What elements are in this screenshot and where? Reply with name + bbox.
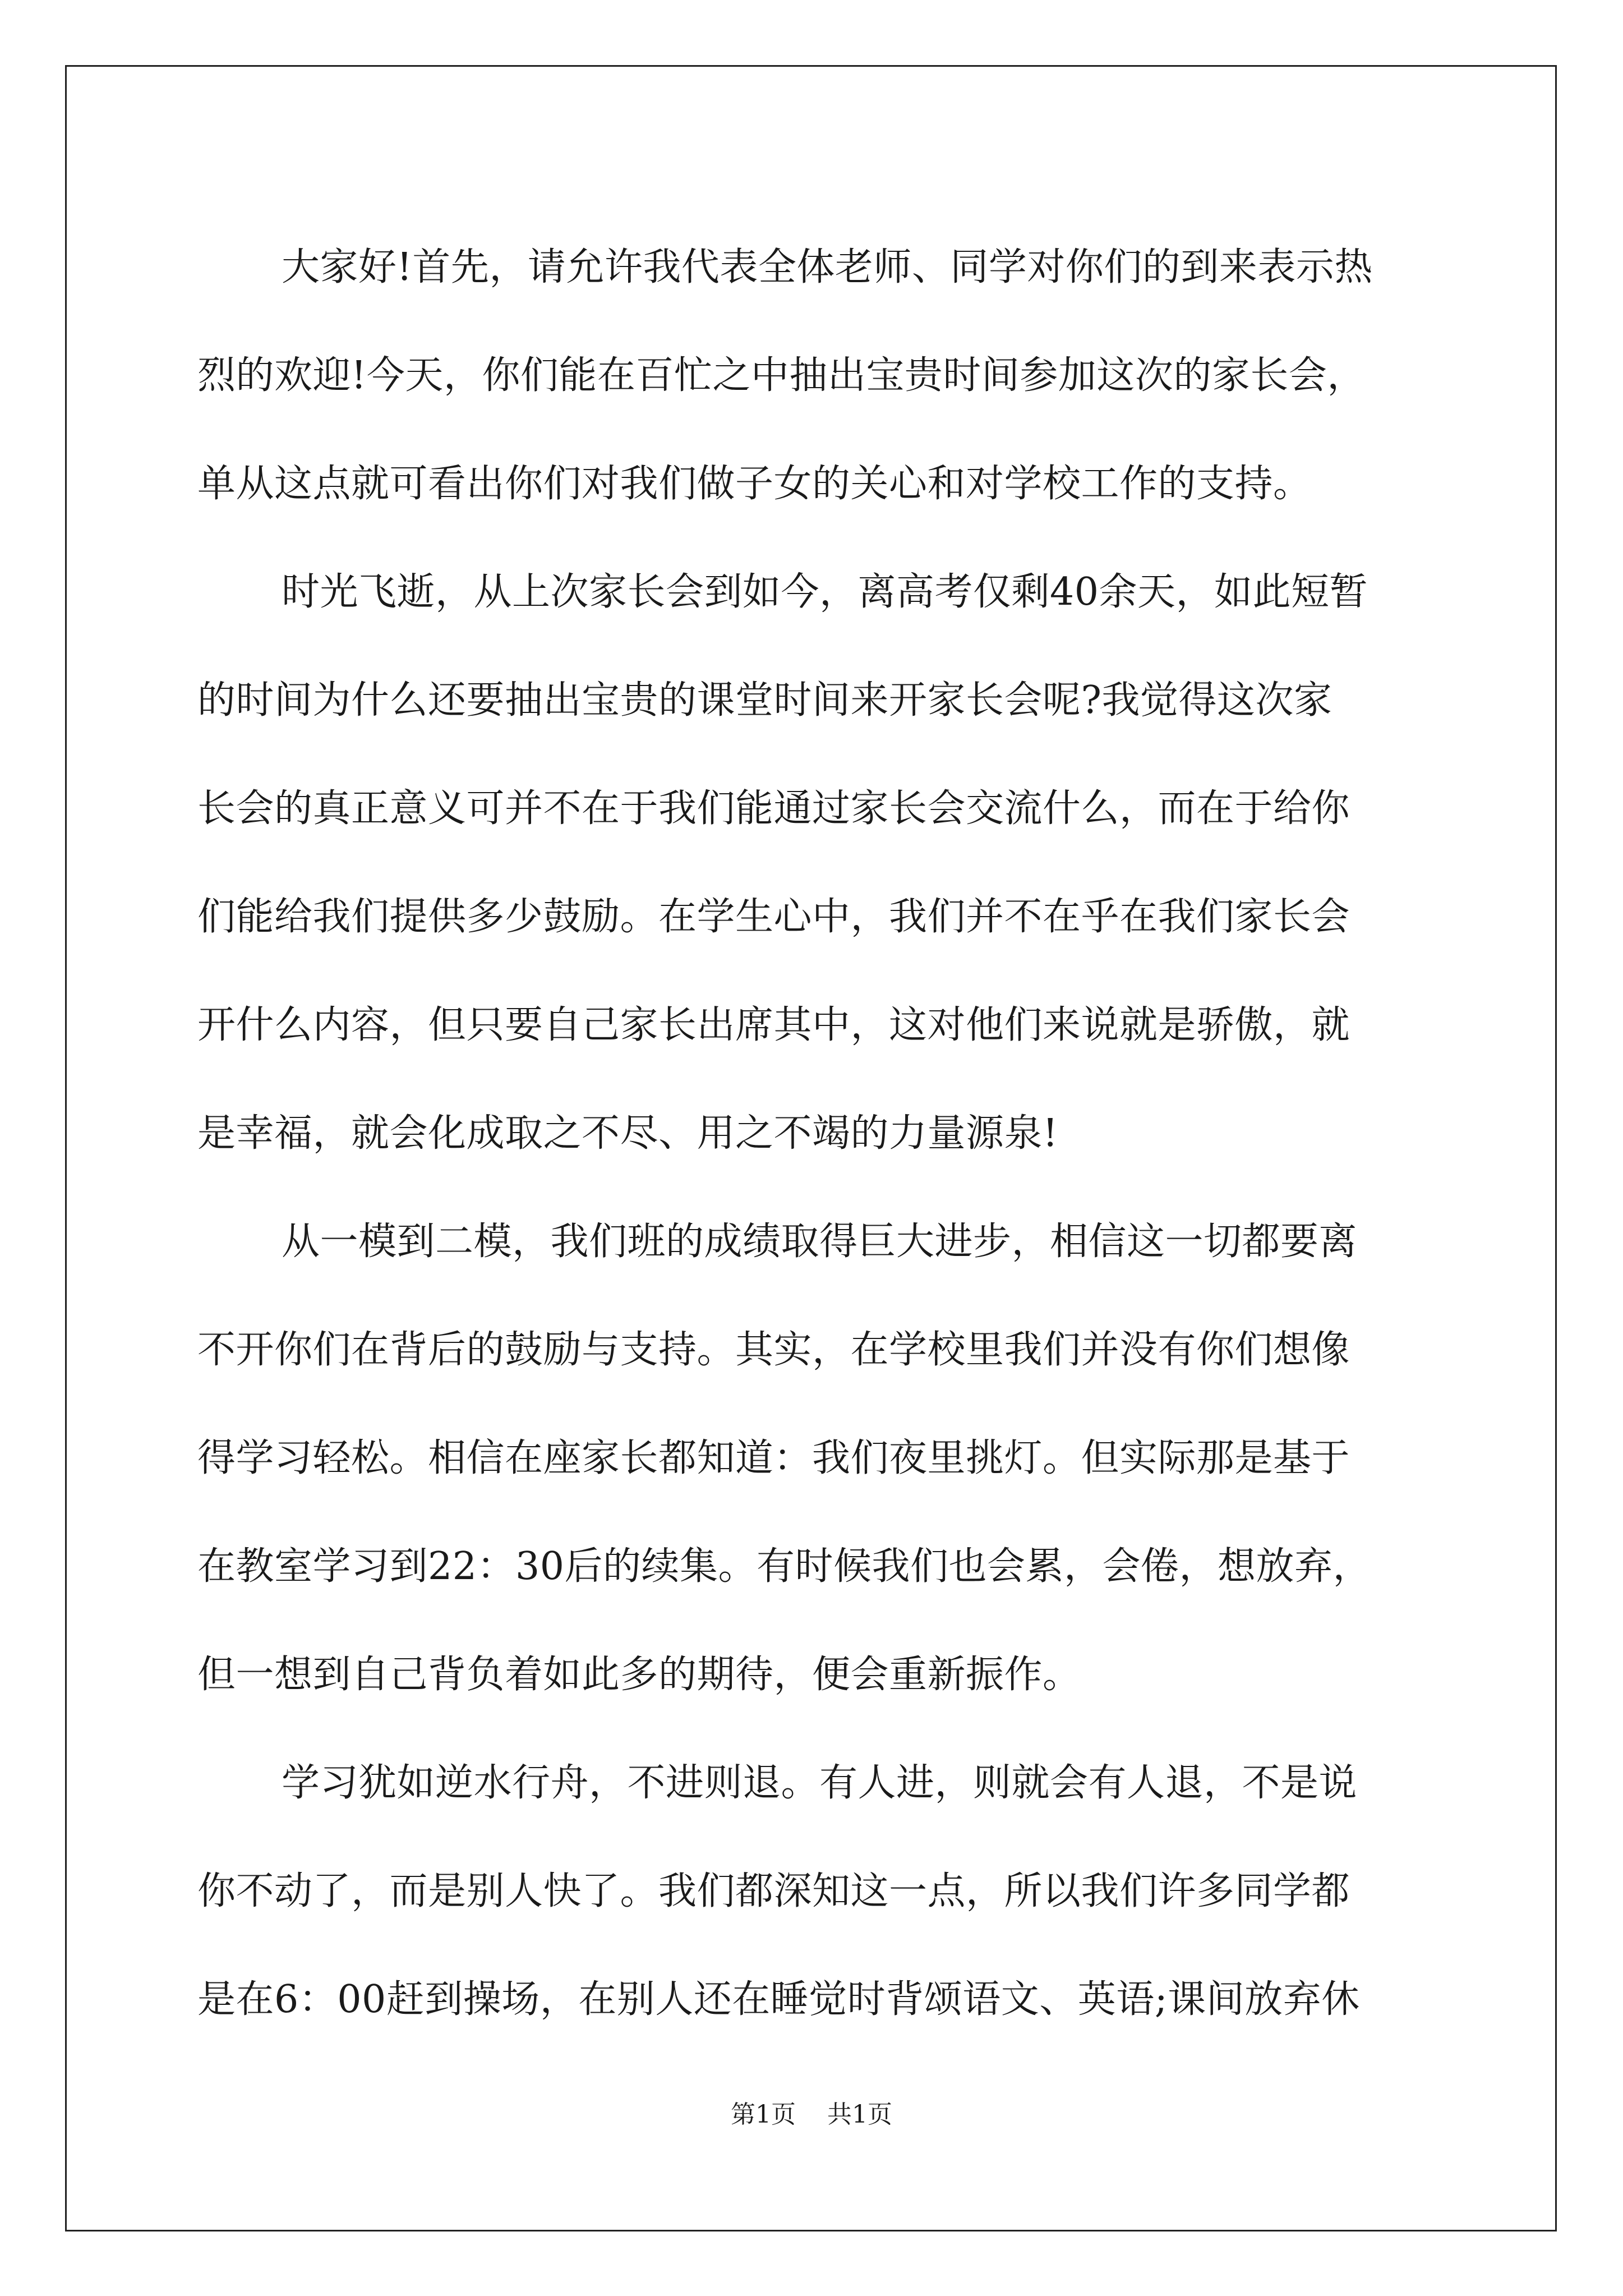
paragraph-2-line-6: 是幸福，就会化成取之不尽、用之不竭的力量源泉! <box>197 1111 1058 1156</box>
paragraph-3-line-1: 从一模到二模，我们班的成绩取得巨大进步，相信这一切都要离 <box>282 1220 1358 1264</box>
paragraph-1-line-2: 烈的欢迎!今天，你们能在百忙之中抽出宝贵时间参加这次的家长会， <box>197 353 1366 398</box>
page-footer <box>0 2098 1623 2132</box>
document-body <box>197 213 1440 2054</box>
page-number: 第1页 <box>731 2100 796 2129</box>
paragraph-3-line-4: 在教室学习到22：30后的续集。有时候我们也会累，会倦，想放弃， <box>197 1544 1372 1589</box>
paragraph-2-line-1: 时光飞逝，从上次家长会到如今，离高考仅剩40余天，如此短暂 <box>282 570 1368 614</box>
paragraph-2-line-5: 开什么内容，但只要自己家长出席其中，这对他们来说就是骄傲，就 <box>197 1003 1350 1047</box>
paragraph-2-line-4: 们能给我们提供多少鼓励。在学生心中，我们并不在乎在我们家长会 <box>197 895 1350 939</box>
paragraph-2-line-3: 长会的真正意义可并不在于我们能通过家长会交流什么，而在于给你 <box>197 786 1350 831</box>
paragraph-4-line-2: 你不动了，而是别人快了。我们都深知这一点，所以我们许多同学都 <box>197 1869 1350 1913</box>
paragraph-4-line-1: 学习犹如逆水行舟，不进则退。有人进，则就会有人退，不是说 <box>282 1761 1358 1805</box>
paragraph-4-line-3: 是在6：00赶到操场，在别人还在睡觉时背颂语文、英语;课间放弃休 <box>197 1977 1360 2022</box>
paragraph-3-line-2: 不开你们在背后的鼓励与支持。其实，在学校里我们并没有你们想像 <box>197 1328 1350 1372</box>
paragraph-2-line-2: 的时间为什么还要抽出宝贵的课堂时间来开家长会呢?我觉得这次家 <box>197 678 1332 723</box>
paragraph-1-line-1: 大家好!首先，请允许我代表全体老师、同学对你们的到来表示热 <box>282 245 1373 289</box>
paragraph-3-line-5: 但一想到自己背负着如此多的期待，便会重新振作。 <box>197 1653 1081 1697</box>
paragraph-3-line-3: 得学习轻松。相信在座家长都知道：我们夜里挑灯。但实际那是基于 <box>197 1436 1350 1480</box>
page-total: 共1页 <box>827 2100 892 2129</box>
paragraph-1-line-3: 单从这点就可看出你们对我们做子女的关心和对学校工作的支持。 <box>197 462 1312 506</box>
